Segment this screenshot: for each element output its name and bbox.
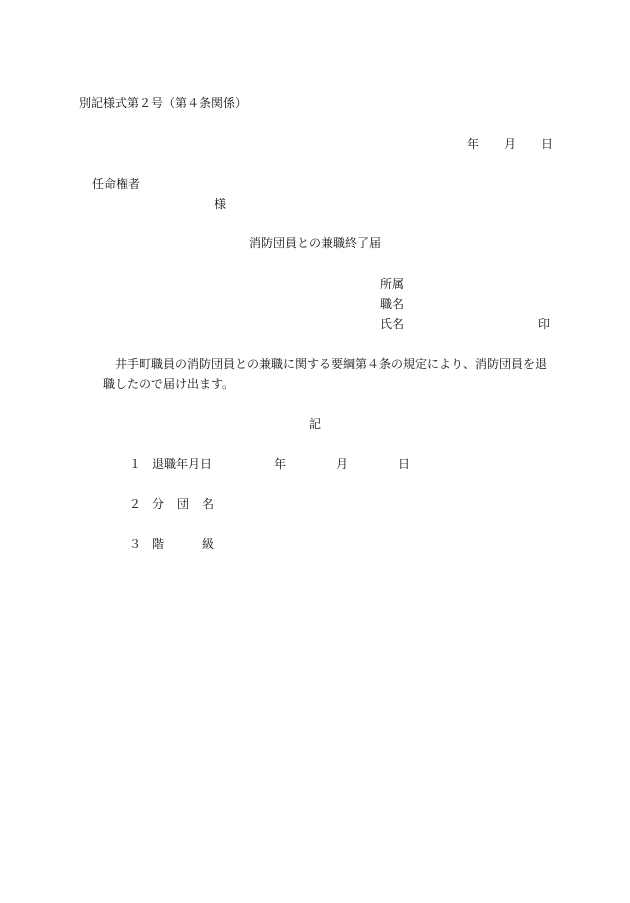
item-label: 退職年月日 <box>152 457 213 471</box>
item-label-char: 団 <box>177 497 190 511</box>
item-label-char: 分 <box>152 497 165 511</box>
item-label-char: 級 <box>202 537 215 551</box>
name-label: 氏名 <box>380 317 405 331</box>
item-day-label: 日 <box>398 457 411 471</box>
item-number: ３ <box>129 537 142 551</box>
item-label-char: 階 <box>152 537 165 551</box>
date-day-label: 日 <box>541 137 554 151</box>
addressee-title: 任命権者 <box>92 177 141 191</box>
position-label: 職名 <box>380 297 405 311</box>
form-label: 別記様式第２号（第４条関係） <box>79 96 248 110</box>
item-year-label: 年 <box>274 457 287 471</box>
addressee-honorific: 様 <box>214 197 227 211</box>
ki-heading: 記 <box>309 417 322 431</box>
affiliation-label: 所属 <box>380 277 405 291</box>
document-title: 消防団員との兼職終了届 <box>249 236 382 250</box>
item-label-char: 名 <box>202 497 215 511</box>
body-line-2: 職したので届け出ます。 <box>103 377 235 391</box>
item-number: １ <box>129 457 142 471</box>
date-year-label: 年 <box>467 137 480 151</box>
date-month-label: 月 <box>504 137 517 151</box>
item-month-label: 月 <box>336 457 349 471</box>
seal-label: 印 <box>538 317 551 331</box>
item-number: ２ <box>129 497 142 511</box>
body-line-1: 井手町職員の消防団員との兼職に関する要綱第４条の規定により、消防団員を退 <box>115 357 548 371</box>
